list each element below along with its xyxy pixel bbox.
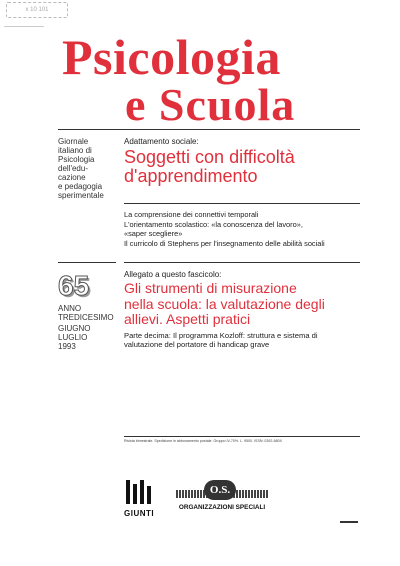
issue-number: 65 (58, 270, 90, 301)
archive-stamp (6, 2, 68, 18)
section-2-kicker: Allegato a questo fascicolo: (124, 270, 222, 279)
sidebar-line: Giornale (58, 137, 89, 146)
section-1-items (124, 210, 364, 248)
headline-line: Gli strumenti di misurazione (124, 280, 297, 296)
masthead-rule (58, 129, 360, 130)
subtitle-line: valutazione del portatore di handicap grave (124, 340, 270, 349)
giunti-logo (124, 480, 158, 518)
sidebar-description (58, 137, 120, 200)
os-badge-text: O.S. (209, 484, 231, 496)
stamp-underline (4, 26, 44, 27)
subtitle-line: Parte decima: Il programma Kozloff: struttura e sistema di (124, 330, 318, 340)
sidebar-line: italiano di (58, 146, 92, 155)
legal-notice: Rivista bimestrale. Spedizione in abbonamento postale. Gruppo IV-70%. L. 9500. ISSN: 0392-680X (124, 439, 283, 443)
os-logo-badge (204, 480, 236, 500)
issue-date (58, 304, 120, 351)
archive-stamp-text: x 10 101 (25, 7, 49, 13)
headline-line: d'apprendimento (124, 166, 258, 186)
date-line: ANNO (58, 304, 82, 313)
date-line: TREDICESIMO (58, 313, 114, 322)
section-1 (124, 137, 364, 186)
sidebar-line: e pedagogia (58, 182, 103, 191)
sidebar-rule (58, 262, 116, 263)
os-label: ORGANIZZAZIONI SPECIALI (178, 504, 266, 511)
section-2-subtitle (124, 331, 364, 350)
giunti-label: GIUNTI (124, 509, 155, 518)
headline-line: Soggetti con difficoltà (124, 147, 295, 167)
article-item: L'orientamento scolastico: «la conoscenza del lavoro», (124, 219, 303, 229)
section-rule-2 (124, 262, 360, 263)
section-rule-1 (124, 203, 360, 204)
masthead-line-1: Psicologia (62, 29, 281, 85)
headline-line: allievi. Aspetti pratici (124, 311, 251, 327)
date-line: 1993 (58, 342, 76, 351)
section-1-headline (124, 148, 364, 186)
date-line: LUGLIO (58, 333, 88, 342)
legal-rule (124, 436, 360, 437)
headline-line: nella scuola: la valutazione degli (124, 295, 325, 312)
bottom-rule (340, 521, 358, 523)
sidebar-line: dell'edu- (58, 164, 88, 173)
date-line: GIUGNO (58, 324, 91, 333)
section-2-headline (124, 281, 364, 328)
article-item: Il curricolo di Stephens per l'insegnamento delle abilità sociali (124, 238, 325, 248)
section-2 (124, 270, 364, 350)
masthead-line-2: e Scuola (125, 79, 296, 130)
giunti-logo-mark (124, 480, 158, 504)
article-item: La comprensione dei connettivi temporali (124, 210, 259, 219)
sidebar-line: Psicologia (58, 155, 95, 164)
section-1-kicker: Adattamento sociale: (124, 137, 199, 146)
sidebar-line: sperimentale (58, 191, 104, 200)
article-item: «saper scegliere» (124, 229, 183, 238)
sidebar-line: cazione (58, 173, 86, 182)
os-logo (176, 480, 268, 514)
